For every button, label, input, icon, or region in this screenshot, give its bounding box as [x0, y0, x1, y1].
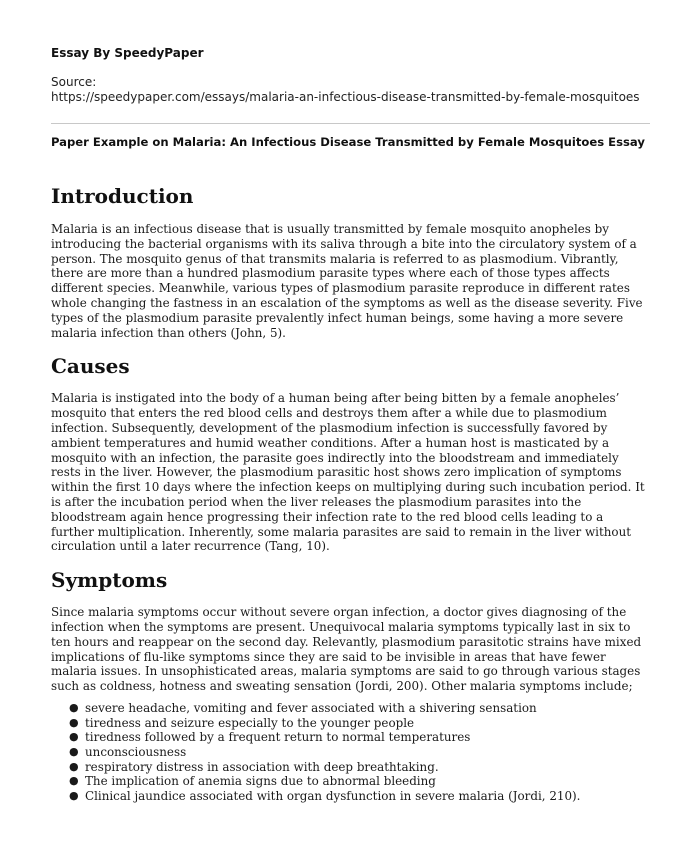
- source-url[interactable]: https://speedypaper.com/essays/malaria-an-infectious-disease-transmitted-by-female-mosquitoes: [51, 90, 640, 104]
- list-item-text: unconsciousness: [85, 745, 187, 760]
- section-heading: Causes: [51, 354, 130, 379]
- bullet-icon: ●: [69, 700, 79, 714]
- list-item: [69, 774, 647, 789]
- list-item-text: respiratory distress in association with deep breathtaking.: [85, 759, 439, 774]
- list-item: [69, 789, 647, 804]
- list-item-text: tiredness and seizure especially to the younger people: [85, 715, 415, 730]
- header-divider: [51, 123, 650, 124]
- bullet-icon: ●: [69, 730, 79, 744]
- section-heading: Symptoms: [51, 568, 168, 593]
- section-introduction: [51, 183, 647, 340]
- section-paragraph: Since malaria symptoms occur without severe organ infection, a doctor gives diagnosing of the infection when the symptoms are present. Unequivocal malaria symptoms typically last in six to ten hours and reappear on the second day. Relevantly, plasmodium parasitotic strains have mixed implications of flu-like symptoms since they are said to be invisible in areas that have fewer malaria issues. In unsophisticated areas, malaria symptoms are said to go through various stages such as coldness, hotness and sweating sensation (Jordi, 200). Other malaria symptoms include;: [51, 605, 642, 694]
- list-item: [69, 730, 647, 745]
- document-title: Paper Example on Malaria: An Infectious Disease Transmitted by Female Mosquitoes Essay: [51, 135, 645, 149]
- source-label: Source:: [51, 75, 97, 89]
- section-paragraph: Malaria is an infectious disease that is usually transmitted by female mosquito anopheles by introducing the bacterial organisms with its saliva through a bite into the circulatory system of a person. The mosquito genus of that transmits malaria is referred to as plasmodium. Vibrantly, there are more than a hundred plasmodium parasite types where each of those types affects different species. Meanwhile, various types of plasmodium parasite reproduce in different rates whole changing the fastness in an escalation of the symptoms as well as the disease severity. Five types of the plasmodium parasite prevalently infect human beings, some having a more severe malaria infection than others (John, 5).: [51, 222, 643, 340]
- bullet-icon: ●: [69, 715, 79, 729]
- list-item: [69, 700, 647, 716]
- list-item-text: severe headache, vomiting and fever associated with a shivering sensation: [85, 700, 537, 715]
- bullet-icon: ●: [69, 745, 79, 759]
- symptoms-list: [51, 701, 647, 804]
- section-causes: [51, 353, 647, 554]
- bullet-icon: ●: [69, 759, 79, 773]
- list-item: [69, 715, 647, 731]
- list-item: [69, 745, 647, 760]
- section-symptoms: [51, 567, 647, 804]
- bullet-icon: ●: [69, 774, 79, 788]
- brand-header: Essay By SpeedyPaper: [51, 46, 204, 60]
- list-item-text: Clinical jaundice associated with organ dysfunction in severe malaria (Jordi, 210).: [85, 789, 581, 804]
- list-item-text: tiredness followed by a frequent return to normal temperatures: [85, 730, 471, 745]
- section-heading: Introduction: [51, 184, 194, 208]
- bullet-icon: ●: [69, 789, 79, 803]
- section-paragraph: Malaria is instigated into the body of a human being after being bitten by a female anopheles’ mosquito that enters the red blood cells and destroys them after a while due to plasmodium infection. Subsequently, development of the plasmodium infection is successfully favored by ambient temperatures and humid weather conditions. After a human host is masticated by a mosquito with an infection, the parasite goes indirectly into the bloodstream and immediately rests in the liver. However, the plasmodium parasitic host shows zero implication of symptoms within the first 10 days where the infection keeps on multiplying during such incubation period. It is after the incubation period when the liver releases the plasmodium parasites into the bloodstream again hence progressing their infection rate to the red blood cells leading to a further multiplication. Inherently, some malaria parasites are said to remain in the liver without circulation until a later recurrence (Tang, 10).: [51, 391, 645, 554]
- list-item: [69, 759, 647, 775]
- list-item-text: The implication of anemia signs due to abnormal bleeding: [85, 774, 436, 789]
- document-body: [51, 183, 647, 804]
